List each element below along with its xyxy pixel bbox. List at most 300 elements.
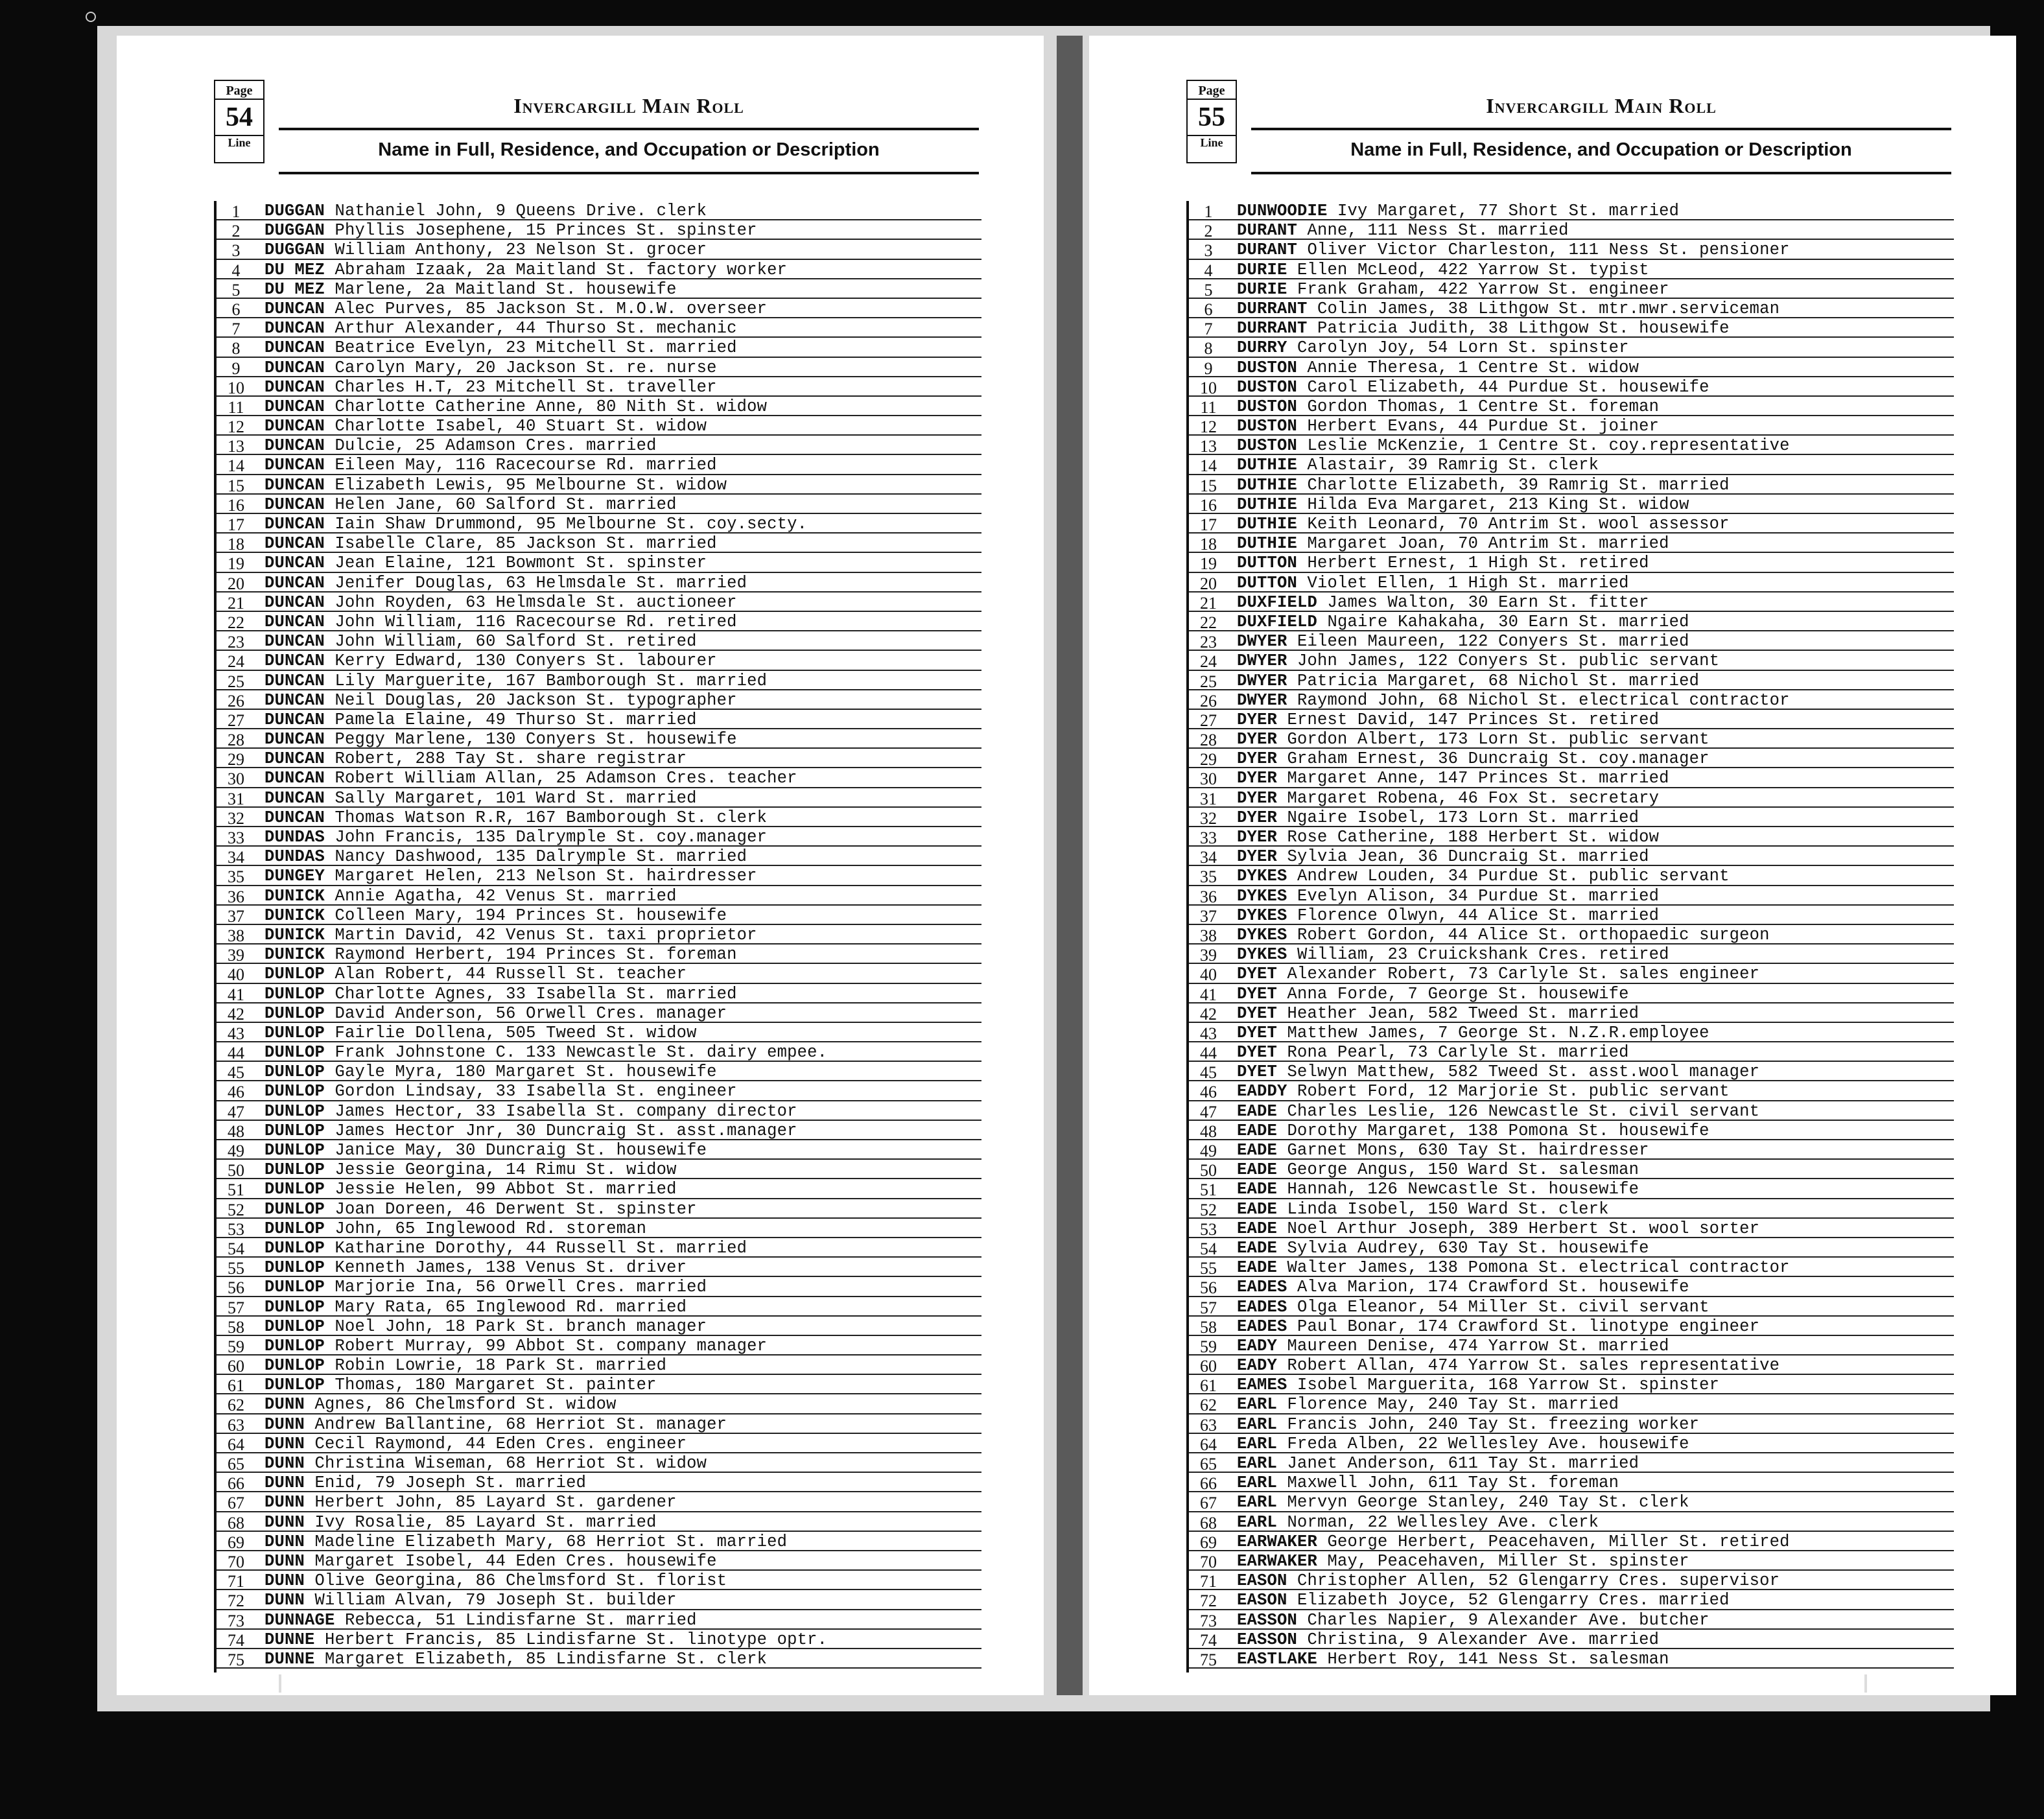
heading-rule bbox=[1251, 128, 1951, 130]
surname: EASTLAKE bbox=[1237, 1649, 1318, 1669]
surname: DUNCAN bbox=[264, 730, 325, 749]
roll-entry bbox=[1189, 1297, 1954, 1317]
surname: DWYER bbox=[1237, 671, 1287, 690]
roll-entry bbox=[217, 495, 981, 514]
roll-entry bbox=[1189, 808, 1954, 827]
line-number: 64 bbox=[1200, 1435, 1217, 1454]
surname: DYER bbox=[1237, 769, 1278, 788]
entry-text bbox=[264, 1611, 697, 1630]
line-number: 23 bbox=[1200, 633, 1217, 652]
entry-details: Ivy Margaret, 77 Short St. married bbox=[1337, 202, 1680, 220]
entry-text bbox=[1237, 1591, 1730, 1610]
line-number: 68 bbox=[228, 1513, 244, 1532]
roll-entry bbox=[1189, 1238, 1954, 1258]
roll-entry bbox=[217, 1434, 981, 1453]
page-tick-mark bbox=[1864, 1674, 1867, 1693]
entry-details: William Alvan, 79 Joseph St. builder bbox=[314, 1591, 677, 1610]
surname: DUTHIE bbox=[1237, 515, 1298, 534]
surname: EASON bbox=[1237, 1591, 1287, 1610]
surname: DWYER bbox=[1237, 632, 1287, 651]
line-number: 11 bbox=[1200, 397, 1217, 417]
entry-text bbox=[264, 1591, 677, 1610]
roll-entry bbox=[1189, 318, 1954, 338]
entry-text bbox=[264, 338, 737, 357]
surname: DUSTON bbox=[1237, 377, 1298, 397]
entry-text bbox=[264, 672, 767, 690]
entry-text bbox=[1237, 613, 1689, 631]
roll-entry bbox=[1189, 964, 1954, 983]
line-number: 73 bbox=[228, 1611, 244, 1630]
surname: DUGGAN bbox=[264, 202, 325, 220]
roll-entry bbox=[217, 397, 981, 416]
surname: EADDY bbox=[1237, 1082, 1287, 1101]
entry-details: Ngaire Isobel, 173 Lorn St. married bbox=[1287, 808, 1639, 827]
line-number: 44 bbox=[1200, 1044, 1217, 1063]
roll-entry bbox=[217, 1610, 981, 1630]
line-number: 44 bbox=[228, 1044, 244, 1063]
roll-entry bbox=[217, 1532, 981, 1551]
surname: DUNN bbox=[264, 1434, 305, 1453]
line-number: 30 bbox=[1200, 769, 1217, 789]
surname: DYER bbox=[1237, 749, 1278, 769]
surname: DYER bbox=[1237, 847, 1278, 867]
line-number: 60 bbox=[228, 1357, 244, 1376]
heading-rule bbox=[279, 128, 979, 130]
line-number: 61 bbox=[1200, 1376, 1217, 1396]
line-number: 39 bbox=[1200, 946, 1217, 965]
entry-text bbox=[1237, 1454, 1639, 1473]
surname: EASON bbox=[1237, 1571, 1287, 1591]
entry-details: Annie Agatha, 42 Venus St. married bbox=[335, 886, 677, 906]
line-number: 10 bbox=[228, 378, 244, 397]
surname: DUNDAS bbox=[264, 847, 325, 867]
entry-details: May, Peacehaven, Miller St. spinster bbox=[1327, 1551, 1689, 1571]
surname: EADE bbox=[1237, 1180, 1278, 1199]
roll-entry bbox=[217, 671, 981, 690]
entry-text bbox=[1237, 593, 1649, 612]
surname: DUNICK bbox=[264, 906, 325, 925]
surname: DUNLOP bbox=[264, 1297, 325, 1317]
entry-text bbox=[1237, 1552, 1689, 1571]
roll-entry bbox=[217, 1140, 981, 1160]
line-number: 14 bbox=[228, 456, 244, 476]
roll-entry bbox=[1189, 710, 1954, 729]
entry-details: Madeline Elizabeth Mary, 68 Herriot St. married bbox=[314, 1532, 788, 1551]
line-number: 4 bbox=[1204, 261, 1213, 280]
line-number: 60 bbox=[1200, 1357, 1217, 1376]
roll-entry bbox=[217, 593, 981, 612]
surname: DUNDAS bbox=[264, 828, 325, 847]
surname: DUNCAN bbox=[264, 671, 325, 690]
surname: DUTTON bbox=[1237, 554, 1298, 573]
entry-text bbox=[264, 1630, 827, 1649]
entry-text bbox=[1237, 554, 1649, 572]
line-number: 25 bbox=[228, 672, 244, 691]
surname: DUNCAN bbox=[264, 358, 325, 377]
line-number: 56 bbox=[1200, 1278, 1217, 1298]
line-number: 16 bbox=[1200, 495, 1217, 515]
roll-entry bbox=[217, 299, 981, 318]
entry-text bbox=[264, 1513, 657, 1532]
entry-text bbox=[1237, 358, 1639, 377]
line-number: 67 bbox=[228, 1494, 244, 1513]
entry-details: Herbert Ernest, 1 High St. retired bbox=[1307, 554, 1649, 573]
line-number: 36 bbox=[228, 887, 244, 906]
roll-entry bbox=[217, 201, 981, 220]
line-number: 33 bbox=[228, 828, 244, 847]
surname: DYKES bbox=[1237, 867, 1287, 886]
entry-text bbox=[1237, 397, 1659, 416]
roll-entry bbox=[1189, 1649, 1954, 1669]
entry-text bbox=[264, 534, 717, 553]
line-number: 57 bbox=[1200, 1298, 1217, 1317]
entry-details: Enid, 79 Joseph St. married bbox=[314, 1473, 587, 1493]
entry-text bbox=[1237, 574, 1629, 593]
roll-entry bbox=[1189, 1492, 1954, 1512]
surname: DUNCAN bbox=[264, 495, 325, 514]
book-gutter bbox=[1057, 36, 1083, 1695]
surname: DYET bbox=[1237, 1062, 1278, 1082]
entry-list bbox=[214, 201, 981, 1672]
page-number: 54 bbox=[215, 99, 263, 136]
entry-details: Jessie Helen, 99 Abbot St. married bbox=[335, 1180, 677, 1199]
entry-text bbox=[264, 436, 657, 455]
line-number: 17 bbox=[228, 515, 244, 534]
entry-details: Alan Robert, 44 Russell St. teacher bbox=[335, 965, 687, 984]
entry-details: Hilda Eva Margaret, 213 King St. widow bbox=[1307, 495, 1689, 514]
entry-details: Florence Olwyn, 44 Alice St. married bbox=[1297, 906, 1660, 925]
line-number: 29 bbox=[1200, 750, 1217, 769]
surname: DUNCAN bbox=[264, 417, 325, 436]
surname: DUXFIELD bbox=[1237, 612, 1318, 631]
line-number: 61 bbox=[228, 1376, 244, 1396]
entry-details: Agnes, 86 Chelmsford St. widow bbox=[314, 1395, 617, 1414]
entry-text bbox=[1237, 769, 1669, 788]
entry-details: Alastair, 39 Ramrig St. clerk bbox=[1307, 456, 1599, 475]
line-number: 47 bbox=[228, 1102, 244, 1121]
line-number: 63 bbox=[1200, 1415, 1217, 1435]
roll-entry bbox=[217, 1590, 981, 1610]
line-number: 25 bbox=[1200, 672, 1217, 691]
surname: DUNICK bbox=[264, 925, 325, 945]
roll-entry bbox=[217, 925, 981, 945]
roll-entry bbox=[1189, 906, 1954, 925]
entry-text bbox=[1237, 1532, 1790, 1551]
surname: DUNLOP bbox=[264, 1062, 325, 1082]
surname: EADE bbox=[1237, 1121, 1278, 1140]
entry-details: Iain Shaw Drummond, 95 Melbourne St. coy.secty. bbox=[335, 515, 808, 534]
surname: DUNLOP bbox=[264, 984, 325, 1003]
entry-details: Elizabeth Joyce, 52 Glengarry Cres. married bbox=[1297, 1591, 1730, 1610]
surname: EARL bbox=[1237, 1395, 1278, 1414]
surname: DUNLOP bbox=[264, 1317, 325, 1336]
column-heading: Name in Full, Residence, and Occupation or Description bbox=[378, 139, 880, 160]
roll-entry bbox=[217, 475, 981, 495]
roll-entry bbox=[217, 1512, 981, 1532]
line-number: 50 bbox=[1200, 1161, 1217, 1180]
entry-text bbox=[264, 926, 757, 945]
roll-entry bbox=[217, 827, 981, 847]
roll-entry bbox=[1189, 299, 1954, 318]
surname: DUNN bbox=[264, 1493, 305, 1512]
entry-text bbox=[264, 1493, 677, 1512]
surname: DUSTON bbox=[1237, 417, 1298, 436]
entry-text bbox=[1237, 1337, 1669, 1355]
surname: DURRANT bbox=[1237, 299, 1308, 318]
entry-text bbox=[264, 1337, 767, 1355]
page-number: 55 bbox=[1188, 99, 1236, 136]
page-tick-mark bbox=[279, 1674, 281, 1693]
surname: DYKES bbox=[1237, 945, 1287, 965]
line-number: 66 bbox=[228, 1474, 244, 1494]
line-number: 3 bbox=[1204, 241, 1213, 261]
roll-entry bbox=[1189, 612, 1954, 631]
line-number: 42 bbox=[228, 1004, 244, 1024]
entry-text bbox=[1237, 632, 1689, 651]
entry-details: Olga Eleanor, 54 Miller St. civil servant bbox=[1297, 1297, 1709, 1317]
surname: EASSON bbox=[1237, 1630, 1298, 1649]
line-number: 9 bbox=[231, 358, 241, 378]
roll-entry bbox=[1189, 1355, 1954, 1375]
entry-text bbox=[1237, 1473, 1619, 1492]
entry-details: John William, 116 Racecourse Rd. retired bbox=[335, 612, 737, 631]
entry-details: Neil Douglas, 20 Jackson St. typographer bbox=[335, 690, 737, 710]
line-number: 22 bbox=[1200, 613, 1217, 632]
film-mark-icon bbox=[86, 12, 96, 22]
surname: DUNCAN bbox=[264, 456, 325, 475]
entry-details: Maxwell John, 611 Tay St. foreman bbox=[1287, 1473, 1619, 1493]
entry-details: Rebecca, 51 Lindisfarne St. married bbox=[345, 1610, 697, 1630]
entry-text bbox=[264, 906, 727, 925]
line-number: 24 bbox=[228, 652, 244, 672]
entry-text bbox=[1237, 1298, 1709, 1317]
roll-entry bbox=[1189, 1453, 1954, 1473]
entry-details: Martin David, 42 Venus St. taxi proprietor bbox=[335, 925, 757, 945]
entry-text bbox=[1237, 1630, 1659, 1649]
entry-text bbox=[264, 1415, 727, 1434]
line-number: 12 bbox=[1200, 417, 1217, 437]
surname: DURRY bbox=[1237, 338, 1287, 358]
surname: DYER bbox=[1237, 788, 1278, 808]
entry-details: Herbert John, 85 Layard St. gardener bbox=[314, 1493, 677, 1512]
entry-details: Charles Leslie, 126 Newcastle St. civil servant bbox=[1287, 1101, 1760, 1121]
surname: DUNCAN bbox=[264, 788, 325, 808]
roll-entry bbox=[1189, 338, 1954, 357]
line-number: 1 bbox=[1204, 202, 1213, 221]
entry-text bbox=[1237, 1278, 1689, 1297]
surname: DUNCAN bbox=[264, 769, 325, 788]
surname: EADES bbox=[1237, 1317, 1287, 1336]
roll-entry bbox=[217, 1414, 981, 1434]
roll-entry bbox=[1189, 631, 1954, 651]
entry-details: Alva Marion, 174 Crawford St. housewife bbox=[1297, 1278, 1689, 1297]
entry-text bbox=[264, 1278, 707, 1297]
entry-details: Robin Lowrie, 18 Park St. married bbox=[335, 1356, 667, 1376]
entry-text bbox=[264, 1043, 827, 1062]
entry-text bbox=[1237, 1160, 1639, 1179]
roll-entry bbox=[217, 1179, 981, 1199]
line-number: 28 bbox=[228, 731, 244, 750]
line-number: 20 bbox=[228, 574, 244, 593]
entry-details: George Angus, 150 Ward St. salesman bbox=[1287, 1160, 1639, 1180]
line-number: 13 bbox=[1200, 437, 1217, 456]
entry-details: Herbert Roy, 141 Ness St. salesman bbox=[1327, 1649, 1669, 1669]
entry-details: Herbert Evans, 44 Purdue St. joiner bbox=[1307, 417, 1660, 436]
surname: DUSTON bbox=[1237, 397, 1298, 416]
surname: DUNCAN bbox=[264, 749, 325, 769]
line-number: 46 bbox=[1200, 1083, 1217, 1102]
entry-text bbox=[1237, 926, 1770, 945]
line-number: 58 bbox=[228, 1317, 244, 1337]
entry-text bbox=[264, 593, 737, 612]
surname: DUNCAN bbox=[264, 299, 325, 318]
entry-details: Norman, 22 Wellesley Ave. clerk bbox=[1287, 1512, 1599, 1532]
line-number: 27 bbox=[1200, 710, 1217, 730]
line-number: 14 bbox=[1200, 456, 1217, 476]
entry-details: Raymond Herbert, 194 Princes St. foreman bbox=[335, 945, 737, 965]
entry-details: Linda Isobel, 150 Ward St. clerk bbox=[1287, 1199, 1609, 1219]
roll-entry bbox=[1189, 1199, 1954, 1219]
entry-details: George Herbert, Peacehaven, Miller St. retired bbox=[1327, 1532, 1790, 1551]
entry-details: Carol Elizabeth, 44 Purdue St. housewife bbox=[1307, 377, 1709, 397]
entry-details: Charles Napier, 9 Alexander Ave. butcher bbox=[1307, 1610, 1709, 1630]
roll-entry bbox=[217, 690, 981, 710]
entry-details: Noel Arthur Joseph, 389 Herbert St. wool sorter bbox=[1287, 1219, 1760, 1238]
entry-text bbox=[1237, 1141, 1649, 1160]
roll-entry bbox=[217, 553, 981, 572]
line-number: 32 bbox=[228, 808, 244, 828]
entry-text bbox=[264, 828, 767, 847]
entry-details: Robert, 288 Tay St. share registrar bbox=[335, 749, 687, 769]
surname: DUNWOODIE bbox=[1237, 202, 1328, 220]
roll-entry bbox=[1189, 201, 1954, 220]
entry-details: Francis John, 240 Tay St. freezing worker bbox=[1287, 1414, 1700, 1434]
entry-details: Raymond John, 68 Nichol St. electrical contractor bbox=[1297, 690, 1790, 710]
roll-entry bbox=[1189, 1551, 1954, 1571]
line-number: 53 bbox=[228, 1219, 244, 1239]
roll-heading: Invercargill Main Roll bbox=[1486, 94, 1717, 117]
entry-text bbox=[1237, 338, 1629, 357]
surname: DUTHIE bbox=[1237, 475, 1298, 495]
entry-text bbox=[264, 887, 677, 906]
line-number: 6 bbox=[231, 299, 241, 319]
entry-details: Isobel Marguerita, 168 Yarrow St. spinster bbox=[1297, 1376, 1720, 1395]
surname: DUNLOP bbox=[264, 1219, 325, 1238]
roll-entry bbox=[1189, 1336, 1954, 1355]
line-number: 37 bbox=[1200, 906, 1217, 926]
entry-details: Andrew Louden, 34 Purdue St. public servant bbox=[1297, 867, 1730, 886]
entry-text bbox=[264, 1102, 797, 1121]
entry-details: Gordon Albert, 173 Lorn St. public servant bbox=[1287, 730, 1709, 749]
line-number: 75 bbox=[228, 1650, 244, 1669]
entry-text bbox=[1237, 1082, 1730, 1101]
entry-text bbox=[264, 1200, 697, 1219]
roll-heading: Invercargill Main Roll bbox=[513, 94, 744, 117]
roll-entry bbox=[1189, 768, 1954, 788]
surname: DUNCAN bbox=[264, 554, 325, 573]
line-number: 18 bbox=[1200, 535, 1217, 554]
entry-text bbox=[1237, 456, 1599, 475]
roll-entry bbox=[1189, 1140, 1954, 1160]
line-number: 11 bbox=[228, 397, 244, 417]
roll-entry bbox=[1189, 1062, 1954, 1081]
entry-details: Sally Margaret, 101 Ward St. married bbox=[335, 788, 697, 808]
entry-text bbox=[264, 495, 677, 514]
entry-text bbox=[1237, 1571, 1780, 1590]
entry-text bbox=[264, 1473, 586, 1492]
line-number: 72 bbox=[1200, 1591, 1217, 1611]
entry-details: Charlotte Elizabeth, 39 Ramrig St. married bbox=[1307, 475, 1730, 495]
line-number: 5 bbox=[1204, 280, 1213, 299]
entry-details: Robert Murray, 99 Abbot St. company manager bbox=[335, 1336, 768, 1355]
surname: DUNLOP bbox=[264, 1278, 325, 1297]
entry-text bbox=[1237, 1395, 1619, 1414]
entry-details: Rose Catherine, 188 Herbert St. widow bbox=[1287, 828, 1660, 847]
entry-details: Ernest David, 147 Princes St. retired bbox=[1287, 710, 1660, 729]
line-number: 66 bbox=[1200, 1474, 1217, 1494]
roll-entry bbox=[217, 358, 981, 377]
surname: DURANT bbox=[1237, 221, 1298, 241]
entry-text bbox=[264, 1004, 727, 1023]
roll-entry bbox=[217, 534, 981, 553]
line-number: 31 bbox=[228, 789, 244, 808]
surname: EARL bbox=[1237, 1512, 1278, 1532]
surname: DUNLOP bbox=[264, 965, 325, 984]
entry-text bbox=[264, 1532, 787, 1551]
line-label: Line bbox=[1200, 136, 1223, 149]
roll-entry bbox=[217, 1219, 981, 1238]
entry-text bbox=[1237, 476, 1730, 495]
line-number: 31 bbox=[1200, 789, 1217, 808]
surname: EADES bbox=[1237, 1297, 1287, 1317]
entry-text bbox=[264, 554, 707, 572]
surname: EARL bbox=[1237, 1414, 1278, 1434]
surname: EARL bbox=[1237, 1454, 1278, 1473]
surname: DYKES bbox=[1237, 925, 1287, 945]
roll-entry bbox=[1189, 945, 1954, 964]
entry-text bbox=[264, 397, 767, 416]
entry-text bbox=[264, 1552, 717, 1571]
roll-entry bbox=[217, 768, 981, 788]
entry-details: Nathaniel John, 9 Queens Drive. clerk bbox=[335, 202, 707, 220]
line-number: 70 bbox=[1200, 1552, 1217, 1571]
roll-entry bbox=[217, 220, 981, 240]
roll-entry bbox=[1189, 534, 1954, 553]
surname: DUNN bbox=[264, 1473, 305, 1493]
entry-details: Elizabeth Lewis, 95 Melbourne St. widow bbox=[335, 475, 727, 495]
surname: EADE bbox=[1237, 1258, 1278, 1278]
entry-details: Sylvia Jean, 36 Duncraig St. married bbox=[1287, 847, 1649, 867]
entry-details: Christopher Allen, 52 Glengarry Cres. supervisor bbox=[1297, 1571, 1780, 1591]
line-number: 54 bbox=[228, 1239, 244, 1258]
line-number: 35 bbox=[228, 867, 244, 887]
roll-entry bbox=[1189, 377, 1954, 397]
surname: EARWAKER bbox=[1237, 1551, 1318, 1571]
surname: DYER bbox=[1237, 710, 1278, 729]
line-number: 19 bbox=[1200, 554, 1217, 574]
line-number: 16 bbox=[228, 495, 244, 515]
entry-details: Patricia Margaret, 68 Nichol St. married bbox=[1297, 671, 1700, 690]
entry-text bbox=[264, 378, 717, 397]
entry-details: Colleen Mary, 194 Princes St. housewife bbox=[335, 906, 727, 925]
line-number: 35 bbox=[1200, 867, 1217, 887]
surname: DYKES bbox=[1237, 886, 1287, 906]
entry-details: Alexander Robert, 73 Carlyle St. sales engineer bbox=[1287, 965, 1760, 984]
roll-entry bbox=[1189, 358, 1954, 377]
roll-entry bbox=[217, 1649, 981, 1669]
entry-text bbox=[1237, 887, 1659, 906]
surname: DUNN bbox=[264, 1551, 305, 1571]
